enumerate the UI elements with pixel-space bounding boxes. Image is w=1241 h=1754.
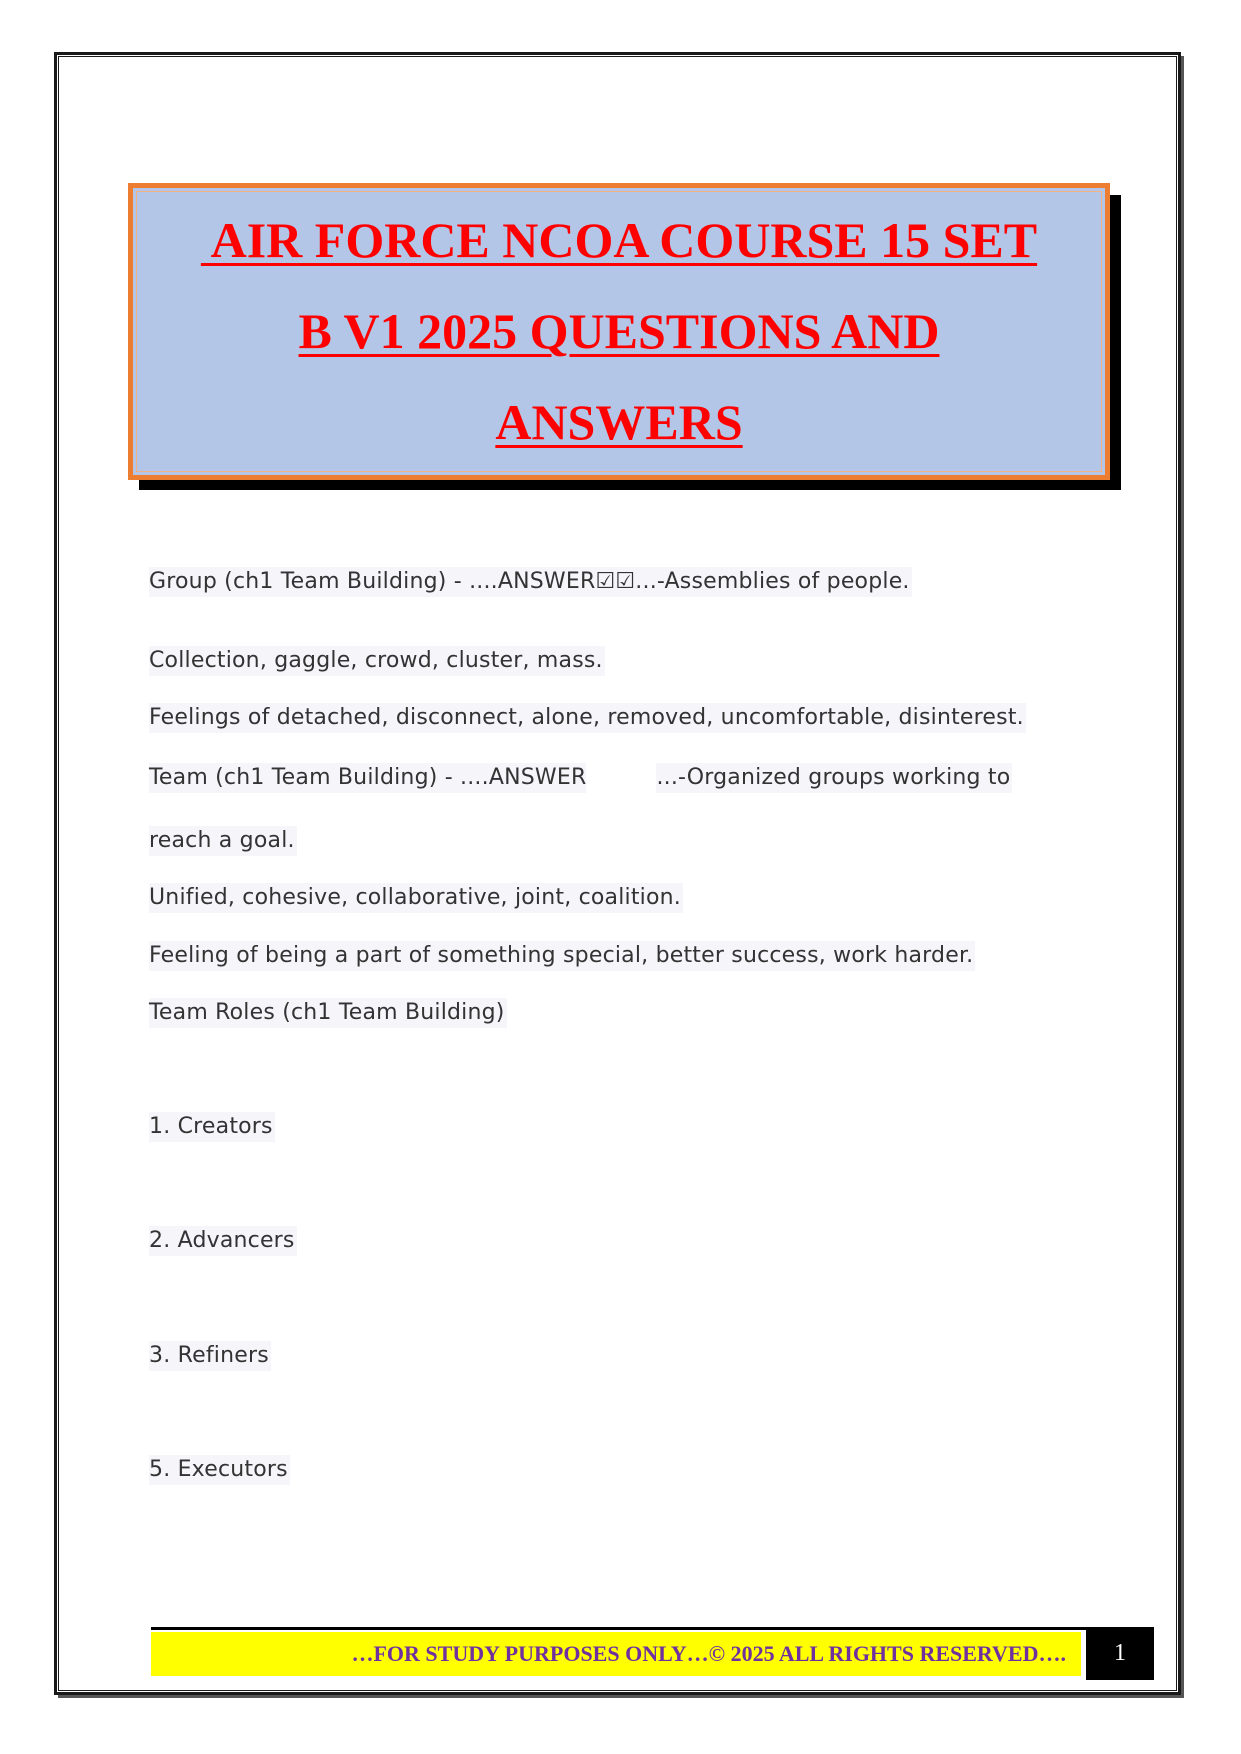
team-feelings: Feeling of being a part of something special, better success, work harder.: [149, 941, 975, 971]
team-role-item: 3. Refiners: [149, 1341, 271, 1371]
document-title-line-3: ANSWERS: [495, 394, 743, 450]
team-role-item: 2. Advancers: [149, 1226, 297, 1256]
team-roles-heading: Team Roles (ch1 Team Building): [149, 998, 507, 1028]
team-role-item: 1. Creators: [149, 1112, 275, 1142]
page-number: 1: [1086, 1627, 1154, 1680]
document-title-box: [128, 183, 1110, 480]
team-question: Team (ch1 Team Building) - ....ANSWER: [149, 765, 587, 790]
document-title-line-1: AIR FORCE NCOA COURSE 15 SET: [200, 212, 1038, 268]
team-synonyms: Unified, cohesive, collaborative, joint, coalition.: [149, 883, 683, 913]
footer-notice: …FOR STUDY PURPOSES ONLY…© 2025 ALL RIGHTS RESERVED….: [351, 1641, 1066, 1666]
team-question-answer: [149, 763, 1012, 793]
group-synonyms: Collection, gaggle, crowd, cluster, mass.: [149, 646, 605, 676]
footer-banner: [151, 1632, 1081, 1676]
document-title-line-2: B V1 2025 QUESTIONS AND: [298, 303, 940, 359]
team-role-item: 5. Executors: [149, 1455, 290, 1485]
answer-mark-gap: [586, 763, 656, 793]
page-frame-shadow: [1181, 56, 1184, 1698]
team-answer: ...-Organized groups working to: [656, 765, 1011, 790]
footer-rule: [151, 1627, 1086, 1630]
group-question-answer: Group (ch1 Team Building) - ....ANSWER☑☑...-Assemblies of people.: [149, 567, 912, 597]
team-answer-continued: reach a goal.: [149, 826, 297, 856]
page-frame-shadow: [58, 1695, 1184, 1698]
group-feelings: Feelings of detached, disconnect, alone, removed, uncomfortable, disinterest.: [149, 703, 1026, 733]
